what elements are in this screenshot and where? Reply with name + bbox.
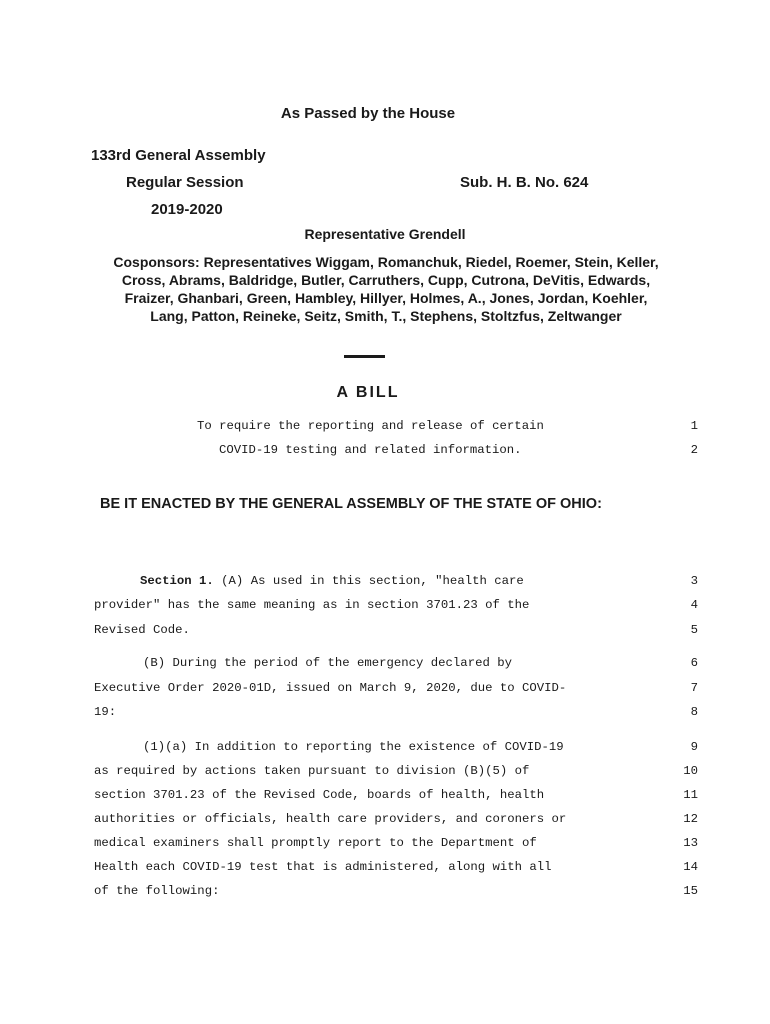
enacting-clause: BE IT ENACTED BY THE GENERAL ASSEMBLY OF THE STATE OF OHIO: bbox=[100, 496, 602, 512]
body-line: Revised Code. bbox=[94, 623, 190, 637]
line-number: 7 bbox=[690, 681, 698, 695]
body-line: of the following: bbox=[94, 884, 220, 898]
session-label: Regular Session bbox=[126, 174, 244, 191]
body-line: as required by actions taken pursuant to division (B)(5) of bbox=[94, 764, 530, 778]
body-line: medical examiners shall promptly report to the Department of bbox=[94, 836, 537, 850]
line-number: 5 bbox=[690, 623, 698, 637]
line-number: 1 bbox=[690, 419, 698, 433]
line-number: 15 bbox=[683, 884, 698, 898]
body-line: Executive Order 2020-01D, issued on March 9, 2020, due to COVID- bbox=[94, 681, 567, 695]
bill-number: Sub. H. B. No. 624 bbox=[460, 174, 589, 191]
primary-sponsor: Representative Grendell bbox=[304, 226, 466, 242]
body-line: 19: bbox=[94, 705, 117, 719]
line-number: 10 bbox=[683, 764, 698, 778]
cosponsors-line: Cosponsors: Representatives Wiggam, Romanchuk, Riedel, Roemer, Stein, Keller, bbox=[113, 254, 659, 270]
body-line: provider" has the same meaning as in section 3701.23 of the bbox=[94, 598, 530, 612]
cosponsors-list bbox=[90, 253, 682, 325]
body-line: authorities or officials, health care providers, and coroners or bbox=[94, 812, 567, 826]
body-line-text: (A) As used in this section, "health care bbox=[213, 574, 524, 588]
bill-heading: A BILL bbox=[336, 384, 400, 401]
line-number: 4 bbox=[690, 598, 698, 612]
line-number: 13 bbox=[683, 836, 698, 850]
body-line: Health each COVID-19 test that is administered, along with all bbox=[94, 860, 552, 874]
body-line: (B) During the period of the emergency declared by bbox=[143, 656, 512, 670]
divider-rule bbox=[344, 355, 385, 358]
cosponsors-line: Cross, Abrams, Baldridge, Butler, Carruthers, Cupp, Cutrona, DeVitis, Edwards, bbox=[121, 272, 651, 288]
line-number: 8 bbox=[690, 705, 698, 719]
body-line: (1)(a) In addition to reporting the existence of COVID-19 bbox=[143, 740, 564, 754]
body-line: section 3701.23 of the Revised Code, boards of health, health bbox=[94, 788, 545, 802]
cosponsors-line: Fraizer, Ghanbari, Green, Hambley, Hillyer, Holmes, A., Jones, Jordan, Koehler, bbox=[124, 290, 648, 306]
cosponsors-line: Lang, Patton, Reineke, Seitz, Smith, T., Stephens, Stoltzfus, Zeltwanger bbox=[150, 308, 622, 324]
line-number: 12 bbox=[683, 812, 698, 826]
title-line: To require the reporting and release of certain bbox=[197, 419, 544, 433]
title-line: COVID-19 testing and related information. bbox=[219, 443, 522, 457]
line-number: 6 bbox=[690, 656, 698, 670]
bill-status: As Passed by the House bbox=[280, 105, 456, 122]
session-years: 2019-2020 bbox=[151, 201, 223, 218]
line-number: 2 bbox=[690, 443, 698, 457]
section-label: Section 1. bbox=[140, 574, 214, 588]
line-number: 14 bbox=[683, 860, 698, 874]
line-number: 3 bbox=[690, 574, 698, 588]
body-line bbox=[140, 574, 524, 588]
line-number: 9 bbox=[690, 740, 698, 754]
line-number: 11 bbox=[683, 788, 698, 802]
general-assembly: 133rd General Assembly bbox=[91, 147, 266, 164]
